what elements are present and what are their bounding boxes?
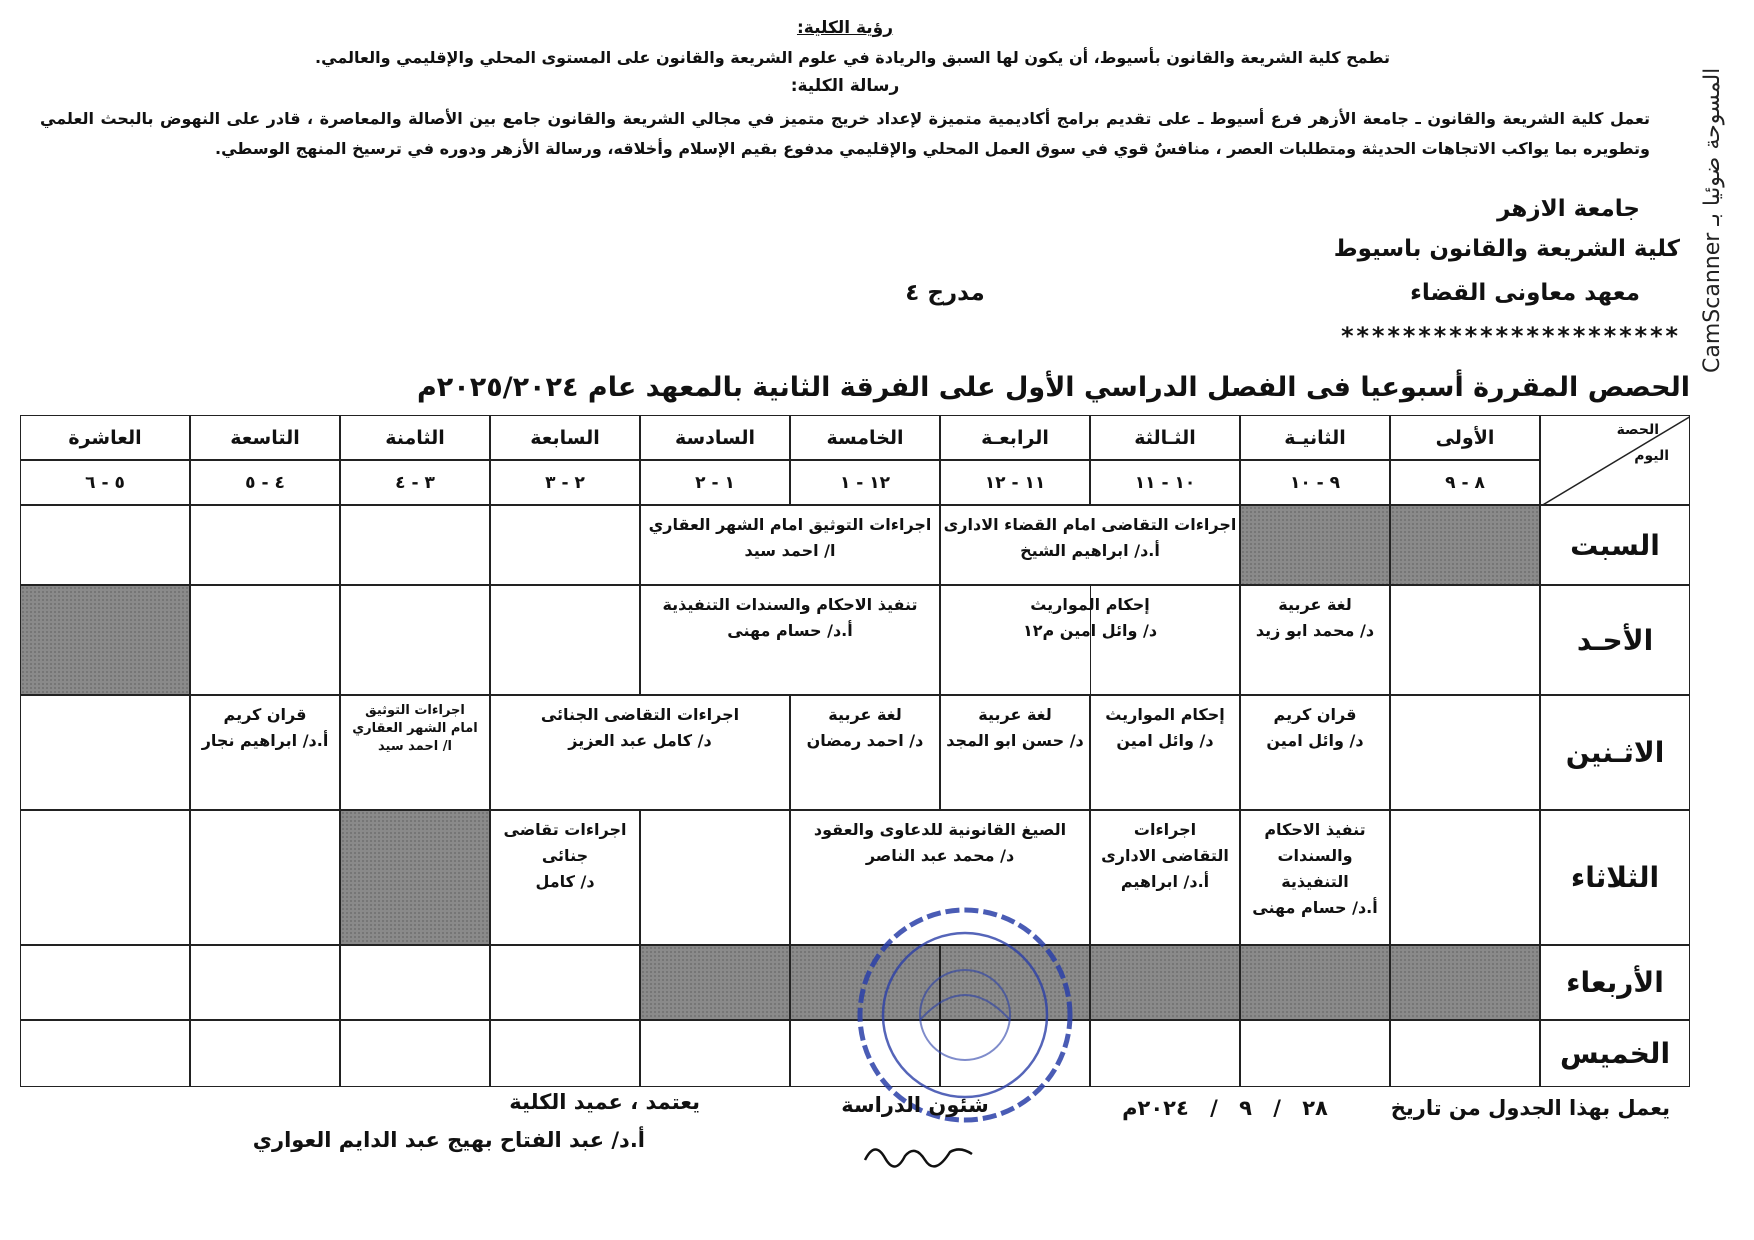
- university-name: جامعة الازهر: [1497, 196, 1640, 222]
- class-slot: [340, 695, 490, 810]
- period-6-name: السادسة: [640, 415, 790, 460]
- empty-slot: [20, 505, 190, 585]
- vision-title: رؤية الكلية:: [796, 18, 894, 38]
- empty-slot: [1240, 1020, 1390, 1087]
- mission-text: تعمل كلية الشريعة والقانون ـ جامعة الأزهر فرع أسيوط ـ على تقديم برامج أكاديمية متميزة لإعداد خريج متميز في مجالي الشريعة والقانون جامع بين الأصالة والمعاصرة ، قادر على النهوض بالبحث العلمي وتطويره بما يواكب الاتجاهات الحديثة ومتطلبات العصر ، منافسٌ قوي في سوق العمل المحلي والإقليمي مدفوع بقيم الإسلام وأخلاقه، ورسالة الأزهر ودوره في ترسيخ المنهج الوسطي.: [40, 109, 1650, 158]
- day-monday: الاثـنين: [1540, 695, 1690, 810]
- course-name: قران كريم: [223, 705, 307, 724]
- blocked-slot: [340, 810, 490, 945]
- corner-day-label: اليوم: [1634, 448, 1669, 464]
- dean-approval-label: يعتمد ، عميد الكلية: [509, 1090, 700, 1114]
- empty-slot: [340, 1020, 490, 1087]
- instructor-name: أ.د/ حسام مهنى: [1252, 898, 1378, 917]
- instructor-name: أ.د/ ابراهيم نجار: [201, 731, 329, 750]
- empty-slot: [190, 945, 340, 1020]
- course-name: تنفيذ الاحكام: [1264, 820, 1366, 839]
- empty-slot: [20, 810, 190, 945]
- course-name: إحكام المواريث: [1105, 705, 1225, 724]
- instructor-name: د/ احمد رمضان: [806, 731, 924, 750]
- class-slot: [1240, 810, 1390, 945]
- effective-date-value: ٢٨ / ٩ / ٢٠٢٤م: [1122, 1096, 1328, 1120]
- class-slot: [940, 505, 1240, 585]
- scanner-watermark: CamScanner المسوحة ضوئيا بـ: [1700, 67, 1725, 373]
- period-10-name: العاشرة: [20, 415, 190, 460]
- blocked-slot: [1090, 945, 1240, 1020]
- period-4-time: ١١ - ١٢: [940, 460, 1090, 505]
- course-name-cont: التنفيذية: [1281, 872, 1349, 891]
- empty-slot: [340, 945, 490, 1020]
- blocked-slot: [1240, 505, 1390, 585]
- course-name: اجراءات تقاضى: [503, 820, 627, 839]
- period-8-name: الثامنة: [340, 415, 490, 460]
- blocked-slot: [1240, 945, 1390, 1020]
- class-slot: [940, 585, 1240, 695]
- period-2-name: الثانيـة: [1240, 415, 1390, 460]
- class-slot: [1240, 585, 1390, 695]
- class-slot: [490, 810, 640, 945]
- period-1-time: ٨ - ٩: [1390, 460, 1540, 505]
- blocked-slot: [20, 585, 190, 695]
- course-name: إحكام المواريث: [1030, 595, 1150, 614]
- blocked-slot: [1390, 945, 1540, 1020]
- period-5-name: الخامسة: [790, 415, 940, 460]
- period-10-time: ٥ - ٦: [20, 460, 190, 505]
- course-name-cont: التقاضى الادارى: [1101, 846, 1229, 865]
- instructor-name: د/ حسن ابو المجد: [946, 731, 1084, 750]
- empty-slot: [1390, 810, 1540, 945]
- period-6-time: ١ - ٢: [640, 460, 790, 505]
- blocked-slot: [1390, 505, 1540, 585]
- class-slot: [190, 695, 340, 810]
- empty-slot: [640, 810, 790, 945]
- instructor-name: د/ وائل امين م١٢: [1022, 621, 1158, 640]
- class-slot: [1090, 695, 1240, 810]
- course-name: قران كريم: [1273, 705, 1357, 724]
- day-sunday: الأحـد: [1540, 585, 1690, 695]
- period-1-name: الأولى: [1390, 415, 1540, 460]
- course-name: تنفيذ الاحكام والسندات التنفيذية: [662, 595, 918, 614]
- instructor-name: د/ وائل امين: [1266, 731, 1364, 750]
- instructor-name: أ.د/ ابراهيم الشيخ: [1020, 541, 1160, 560]
- period-9-time: ٤ - ٥: [190, 460, 340, 505]
- empty-slot: [20, 945, 190, 1020]
- academic-affairs-label: شئون الدراسة: [841, 1093, 989, 1117]
- corner-session-label: الحصة: [1616, 422, 1659, 438]
- day-wednesday: الأربعاء: [1540, 945, 1690, 1020]
- instructor-name: أ.د/ حسام مهنى: [727, 621, 853, 640]
- signature-scribble: [860, 1130, 980, 1170]
- mission-title: رسالة الكلية:: [790, 76, 900, 96]
- course-name: اجراءات التقاضى الجنائى: [540, 705, 740, 724]
- empty-slot: [1390, 585, 1540, 695]
- empty-slot: [1390, 695, 1540, 810]
- blocked-slot: [640, 945, 790, 1020]
- empty-slot: [190, 505, 340, 585]
- empty-slot: [490, 505, 640, 585]
- schedule-title: الحصص المقررة أسبوعيا فى الفصل الدراسي الأول على الفرقة الثانية بالمعهد عام ٢٠٢٥/٢٠٢٤م: [417, 372, 1690, 403]
- course-name: لغة عربية: [828, 705, 902, 724]
- period-8-time: ٣ - ٤: [340, 460, 490, 505]
- day-saturday: السبت: [1540, 505, 1690, 585]
- institute-name: معهد معاونى القضاء: [1410, 280, 1640, 306]
- course-name: لغة عربية: [1278, 595, 1352, 614]
- course-name: اجراءات التوثيق امام الشهر العقاري: [648, 515, 932, 534]
- empty-slot: [490, 585, 640, 695]
- course-name: الصيغ القانونية للدعاوى والعقود: [813, 820, 1067, 839]
- empty-slot: [340, 505, 490, 585]
- period-9-name: التاسعة: [190, 415, 340, 460]
- corner-header: [1540, 415, 1690, 505]
- period-7-name: السابعة: [490, 415, 640, 460]
- class-slot: [490, 695, 790, 810]
- class-slot: [640, 505, 940, 585]
- class-slot: [1090, 810, 1240, 945]
- class-slot: [1240, 695, 1390, 810]
- period-4-name: الرابعـة: [940, 415, 1090, 460]
- instructor-name: د/ كامل: [535, 872, 595, 891]
- instructor-name: د/ وائل امين: [1116, 731, 1214, 750]
- period-3-name: الثـالثة: [1090, 415, 1240, 460]
- day-tuesday: الثلاثاء: [1540, 810, 1690, 945]
- instructor-name: أ.د/ ابراهيم: [1120, 872, 1210, 891]
- empty-slot: [20, 695, 190, 810]
- empty-slot: [1090, 1020, 1240, 1087]
- period-5-time: ١٢ - ١: [790, 460, 940, 505]
- course-name: اجراءات: [1133, 820, 1197, 839]
- period-3-time: ١٠ - ١١: [1090, 460, 1240, 505]
- course-name: لغة عربية: [978, 705, 1052, 724]
- empty-slot: [1390, 1020, 1540, 1087]
- period-7-time: ٢ - ٣: [490, 460, 640, 505]
- vision-text: تطمح كلية الشريعة والقانون بأسيوط، أن يكون لها السبق والريادة في علوم الشريعة والقانون على المستوى المحلي والإقليمي والعالمي.: [315, 48, 1390, 67]
- empty-slot: [190, 810, 340, 945]
- empty-slot: [490, 945, 640, 1020]
- course-name-cont: جنائى: [541, 846, 589, 865]
- class-slot: [940, 695, 1090, 810]
- faculty-name: كلية الشريعة والقانون باسيوط: [1333, 236, 1680, 262]
- dean-name: أ.د/ عبد الفتاح بهيج عبد الدايم العواري: [252, 1128, 645, 1152]
- day-thursday: الخميس: [1540, 1020, 1690, 1087]
- instructor-name: د/ محمد عبد الناصر: [865, 846, 1015, 865]
- empty-slot: [340, 585, 490, 695]
- instructor-name: د/ كامل عبد العزيز: [568, 731, 712, 750]
- stars-divider: **********************: [1340, 322, 1680, 350]
- instructor-name: ا/ احمد سيد: [744, 541, 836, 560]
- class-slot: [790, 695, 940, 810]
- empty-slot: [640, 1020, 790, 1087]
- empty-slot: [190, 1020, 340, 1087]
- instructor-name: ا/ احمد سيد: [378, 739, 452, 754]
- empty-slot: [20, 1020, 190, 1087]
- course-name: اجراءات التقاضى امام القضاء الادارى: [943, 515, 1237, 534]
- course-name: اجراءات التوثيق: [365, 703, 465, 718]
- class-slot: [640, 585, 940, 695]
- period-2-time: ٩ - ١٠: [1240, 460, 1390, 505]
- course-name-cont: والسندات: [1277, 846, 1353, 865]
- empty-slot: [490, 1020, 640, 1087]
- effective-date-label: يعمل بهذا الجدول من تاريخ: [1390, 1096, 1670, 1120]
- hall-label: مدرج ٤: [905, 280, 985, 306]
- empty-slot: [190, 585, 340, 695]
- course-name-cont: امام الشهر العقاري: [352, 721, 478, 736]
- instructor-name: د/ محمد ابو زيد: [1255, 621, 1375, 640]
